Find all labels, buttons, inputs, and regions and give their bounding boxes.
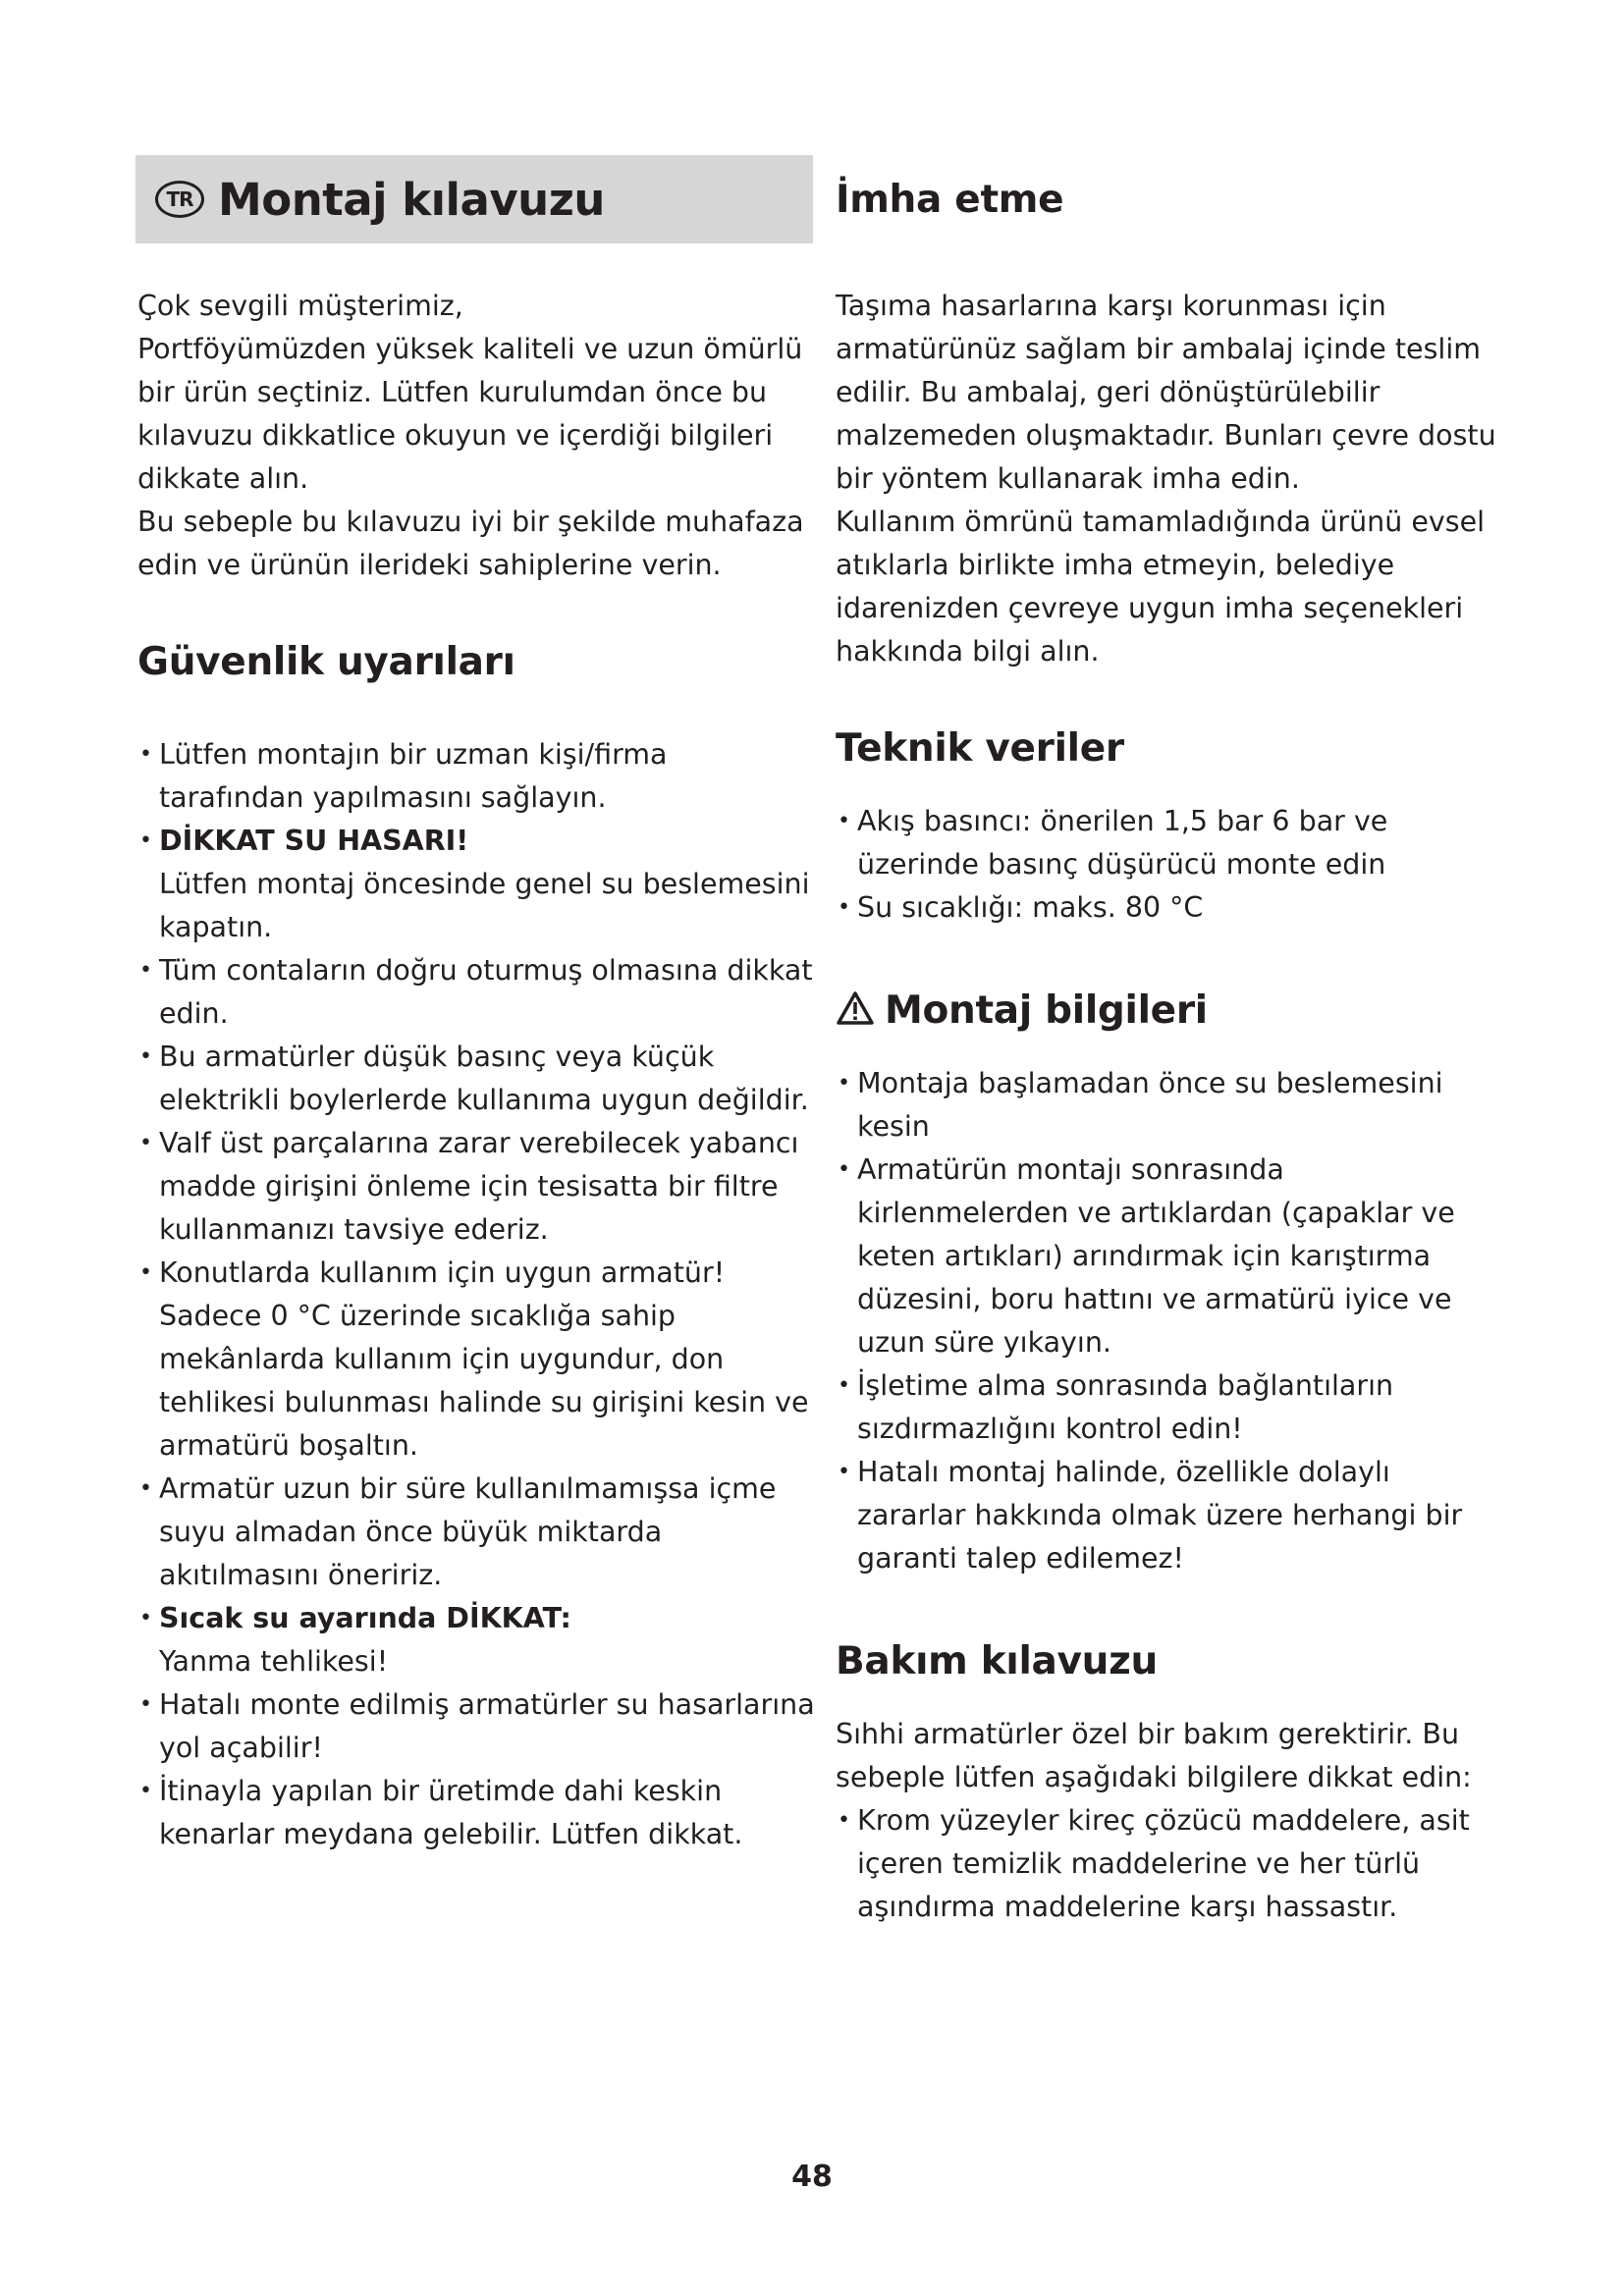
disposal-paragraph: Kullanım ömrünü tamamladığında ürünü evsel atıklarla birlikte imha etmeyin, belediye idarenizden çevreye uygun imha seçenekleri hakkında bilgi alın.	[836, 506, 1486, 667]
safety-heading: Güvenlik uyarıları	[137, 640, 515, 684]
title-bar	[135, 155, 813, 243]
page-number: 48	[791, 2160, 833, 2194]
list-item: • Hatalı monte edilmiş armatürler su hasarlarına yol açabilir!	[137, 1683, 815, 1770]
list-item: • Lütfen montajın bir uzman kişi/firma tarafından yapılmasını sağlayın.	[137, 733, 815, 820]
list-item: • Akış basıncı: önerilen 1,5 bar 6 bar ve üzerinde basınç düşürücü monte edin	[836, 800, 1503, 886]
tech-heading: Teknik veriler	[836, 726, 1124, 771]
list-item: • Hatalı montaj halinde, özellikle dolaylı zararlar hakkında olmak üzere herhangi bir garanti talep edilemez!	[836, 1451, 1503, 1580]
warning-icon	[836, 990, 875, 1026]
list-item: • İşletime alma sonrasında bağlantıların sızdırmazlığını kontrol edin!	[836, 1364, 1503, 1451]
list-item: • Armatür uzun bir süre kullanılmamışsa içme suyu almadan önce büyük miktarda akıtılmasını öneririz.	[137, 1468, 815, 1597]
list-item: • Bu armatürler düşük basınç veya küçük elektrikli boylerlerde kullanıma uygun değildir.	[137, 1036, 815, 1122]
warning-label: Sıcak su ayarında DİKKAT:	[159, 1602, 571, 1634]
list-item: • Tüm contaların doğru oturmuş olmasına dikkat edin.	[137, 949, 815, 1036]
list-item: • Valf üst parçalarına zarar verebilecek yabancı madde girişini önleme için tesisatta bir filtre kullanmanızı tavsiye ederiz.	[137, 1122, 815, 1252]
list-item: • Montaja başlamadan önce su beslemesini kesin	[836, 1062, 1503, 1148]
care-intro: Sıhhi armatürler özel bir bakım gerektirir. Bu sebeple lütfen aşağıdaki bilgilere dikkat edin:	[836, 1718, 1472, 1793]
care-list	[836, 1799, 1503, 1929]
intro-greeting: Çok sevgili müşterimiz,	[137, 290, 463, 322]
page-title: Montaj kılavuzu	[218, 173, 605, 226]
list-item: • Konutlarda kullanım için uygun armatür! Sadece 0 °C üzerinde sıcaklığa sahip mekânlarda kullanım için uygundur, don tehlikesi bulunması halinde su girişini kesin ve armatürü boşaltın.	[137, 1252, 815, 1468]
disposal-header	[836, 155, 1503, 243]
mount-heading: Montaj bilgileri	[836, 988, 1503, 1033]
list-item: • Krom yüzeyler kireç çözücü maddelere, asit içeren temizlik maddelerine ve her türlü aşındırma maddelerine karşı hassastır.	[836, 1799, 1503, 1929]
safety-list	[137, 733, 815, 1856]
intro-paragraph: Bu sebeple bu kılavuzu iyi bir şekilde muhafaza edin ve ürünün ilerideki sahiplerine verin.	[137, 506, 804, 581]
disposal-heading: İmha etme	[836, 177, 1064, 222]
list-item: • Armatürün montajı sonrasında kirlenmelerden ve artıklardan (çapaklar ve keten artıkları) arındırmak için karıştırma düzesini, boru hattını ve armatürü iyice ve uzun süre yıkayın.	[836, 1148, 1503, 1364]
tech-list	[836, 800, 1503, 930]
list-item: • İtinayla yapılan bir üretimde dahi keskin kenarlar meydana gelebilir. Lütfen dikkat.	[137, 1770, 815, 1856]
list-item: • Sıcak su ayarında DİKKAT: Yanma tehlikesi!	[137, 1597, 815, 1683]
care-heading: Bakım kılavuzu	[836, 1639, 1159, 1683]
list-item: • DİKKAT SU HASARI! Lütfen montaj öncesinde genel su beslemesini kapatın.	[137, 820, 815, 949]
disposal-paragraph: Taşıma hasarlarına karşı korunması için armatürünüz sağlam bir ambalaj içinde teslim edilir. Bu ambalaj, geri dönüştürülebilir malzemeden oluşmaktadır. Bunları çevre dostu bir yöntem kullanarak imha edin.	[836, 290, 1496, 495]
list-item: • Su sıcaklığı: maks. 80 °C	[836, 886, 1503, 930]
tr-language-badge: TR	[155, 181, 204, 218]
right-column	[836, 155, 1503, 1929]
left-column	[137, 155, 815, 1856]
mount-list	[836, 1062, 1503, 1580]
intro-paragraph: Portföyümüzden yüksek kaliteli ve uzun ömürlü bir ürün seçtiniz. Lütfen kurulumdan önce bu kılavuzu dikkatlice okuyun ve içerdiği bilgileri dikkate alın.	[137, 333, 803, 495]
warning-label: DİKKAT SU HASARI!	[159, 825, 469, 857]
